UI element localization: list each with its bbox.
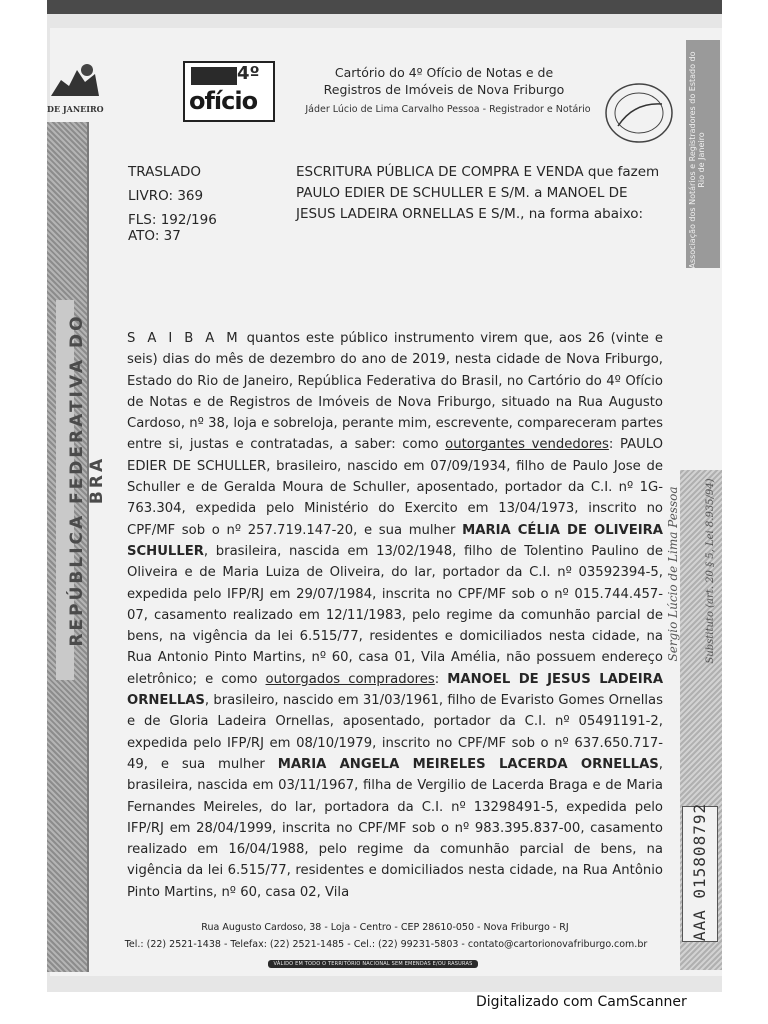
- logo-word: ofício: [189, 87, 258, 115]
- body-part6: , brasileira, nascida em 03/11/1967, filha de Vergilio de Lacerda Braga e de Maria Fernandes Meireles, do lar, portadora da C.I. nº 13298491-5, expedida pelo IFP/RJ em 28/04/1999, inscrita no CPF/MF sob o nº 983.395.837-00, casamento realizado em 16/04/1988, pelo regime da comunhão parcial de bens, na vigência da lei 6.515/77, residentes e domiciliados nesta cidade, na Rua Antônio Pinto Martins, nº 60, casa 02, Vila: [127, 756, 663, 900]
- body-part1: quantos este público instrumento virem que, aos 26 (vinte e seis) dias do mês de dezembro do ano de 2019, nesta cidade de Nova Friburgo, Estado do Rio de Janeiro, República Federativa do Brasil, no Cartório do 4º Ofício de Notas e de Registros de Imóveis de Nova Friburgo, situado na Rua Augusto Cardoso, nº 38, loja e sobreloja, perante mim, escrevente, compareceram partes entre si, justas e contratadas, a saber: como: [127, 331, 663, 453]
- office-logo: [183, 61, 275, 122]
- body-part4: :: [434, 671, 448, 687]
- association-text: Associação dos Notários e Registradores do Estado do Rio de Janeiro: [688, 51, 706, 269]
- substitute-signature: Sergio Lúcio de Lima Pessoa: [666, 486, 680, 662]
- outorgados-label: outorgados compradores: [265, 671, 435, 687]
- deed-title: [296, 162, 668, 225]
- office-name-line2: Registros de Imóveis de Nova Friburgo: [323, 82, 565, 97]
- validity-banner: VÁLIDO EM TODO O TERRITÓRIO NACIONAL SEM EMENDAS E/OU RASURAS: [268, 960, 478, 968]
- traslado-label: TRASLADO: [128, 164, 201, 180]
- manoel-name: MANOEL DE JESUS LADEIRA ORNELLAS: [127, 671, 664, 709]
- serial-number: AAA 015808792: [690, 802, 709, 942]
- saibam: S A I B A M: [127, 331, 241, 346]
- maria-angela-name: MARIA ANGELA MEIRELES LACERDA ORNELLAS: [277, 756, 659, 772]
- fls-label: FLS: 192/196: [128, 212, 217, 228]
- footer-address: Rua Augusto Cardoso, 38 - Loja - Centro - CEP 28610-050 - Nova Friburgo - RJ: [201, 922, 569, 933]
- ato-label: ATO: 37: [128, 228, 181, 244]
- body-part5: , brasileiro, nascido em 31/03/1961, filho de Evaristo Gomes Ornellas e de Gloria Ladeira Ornellas, aposentado, portador da C.I. nº 05491191-2, expedida pelo IFP/RJ em 08/10/1979, inscrito no CPF/MF sob o nº 637.650.717-49, e sua mulher: [127, 693, 663, 772]
- logo-number: 4º: [237, 63, 260, 84]
- maria-celia-name: MARIA CÉLIA DE OLIVEIRA SCHULLER: [127, 522, 664, 559]
- registrar-name: Jáder Lúcio de Lima Carvalho Pessoa - Registrador e Notário: [305, 104, 591, 115]
- logo-block: [191, 67, 237, 85]
- camscanner-watermark: Digitalizado com CamScanner: [476, 994, 687, 1010]
- footer-contact: Tel.: (22) 2521-1438 - Telefax: (22) 2521-1485 - Cel.: (22) 99231-5803 - contato@cartorionovafriburgo.com.br: [124, 939, 648, 950]
- body-part3: , brasileira, nascida em 13/02/1948, filho de Tolentino Paulino de Oliveira e de Maria Luiza de Oliveira, do lar, portador da C.I. nº 03592394-5, expedida pelo IFP/RJ em 29/07/1984, inscrita no CPF/MF sob o nº 015.744.457-07, casamento realizado em 12/11/1983, pelo regime da comunhão parcial de bens, na vigência da lei 6.515/77, residentes e domiciliados nesta cidade, na Rua Antonio Pinto Martins, nº 60, casa 01, Vila Amélia, não possuem endereço eletrônico; e como: [127, 543, 663, 687]
- title-line3: JESUS LADEIRA ORNELLAS E S/M., na forma abaixo:: [296, 206, 644, 222]
- state-label: DE JANEIRO: [47, 104, 104, 114]
- notary-stamp-icon: [604, 82, 674, 144]
- scan-top-edge: [47, 0, 722, 14]
- deed-metadata: [128, 164, 278, 244]
- office-name-line1: Cartório do 4º Ofício de Notas e de: [334, 65, 554, 80]
- title-line2: PAULO EDIER DE SCHULLER E S/M. a MANOEL DE: [296, 185, 628, 201]
- livro-label: LIVRO: 369: [128, 188, 204, 204]
- deed-body: [127, 328, 663, 903]
- body-part2: : PAULO EDIER DE SCHULLER, brasileiro, nascido em 07/09/1934, filho de Paulo Jose de Schuller e de Geralda Moura de Schuller, aposentado, portador da C.I. nº 1G-763.304, expedida pelo Ministério do Exercito em 13/04/1973, inscrito no CPF/MF sob o nº 257.719.147-20, e sua mulher: [127, 437, 664, 538]
- title-line1: ESCRITURA PÚBLICA DE COMPRA E VENDA que fazem: [296, 164, 660, 180]
- substitute-note: Substituto (art. 20 § 5, Lei 8.935/94): [705, 478, 716, 664]
- outorgantes-label: outorgantes vendedores: [445, 437, 609, 453]
- office-name: [300, 64, 588, 98]
- republica-vertical-text: REPÚBLICA FEDERATIVA DO BRA: [67, 313, 107, 647]
